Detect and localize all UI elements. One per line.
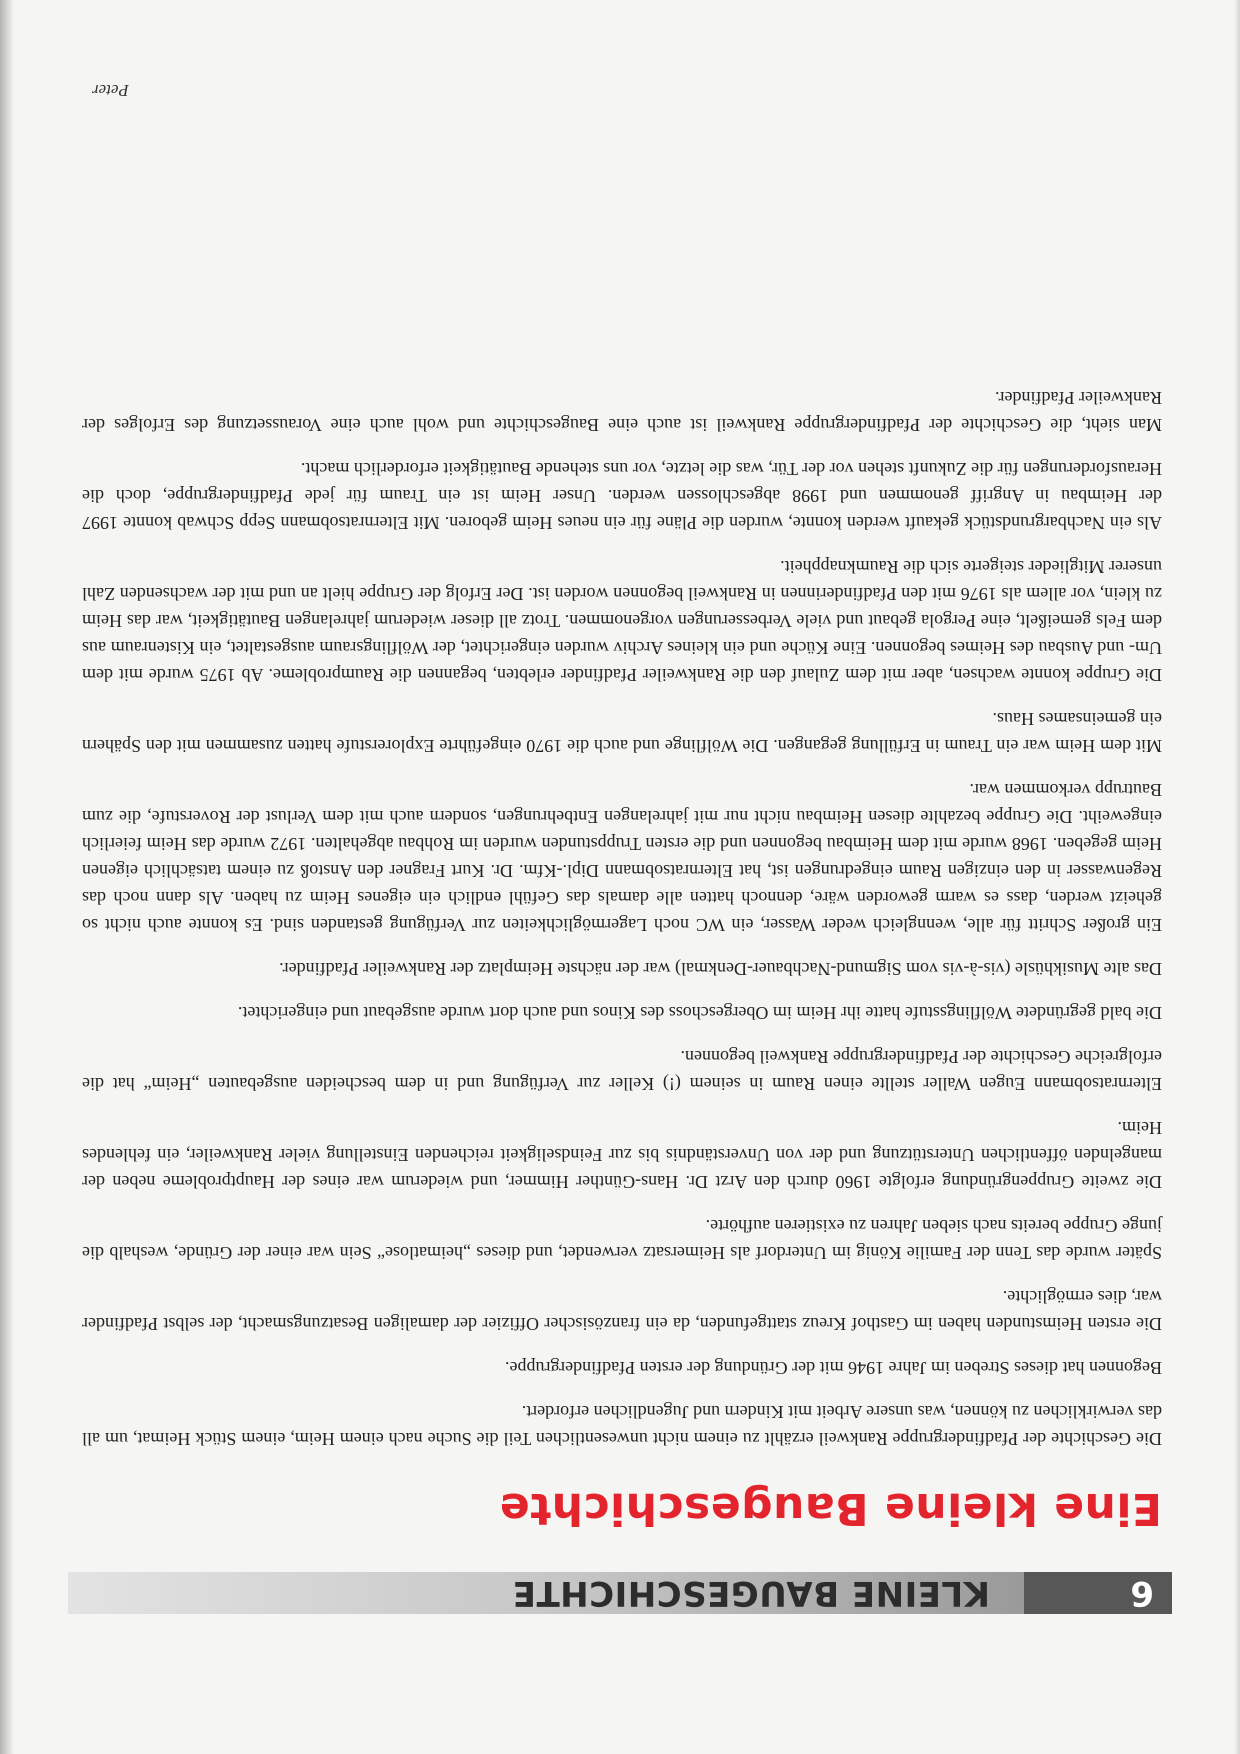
section-title: KLEINE BAUGESCHICHTE — [68, 1572, 1024, 1614]
paragraph: Als ein Nachbargrundstück gekauft werden konnte, wurden die Pläne für ein neues Heim geboren. Mit Elternratsobmann Sepp Schwab konnte 1997 der Heimbau in Angriff genommen und 1998 abgeschlossen werden. Unser Heim ist ein Traum für jede Pfadfindergruppe, doch die Herausforderungen für die Zukunft stehen vor der Tür, was die letzte, vor uns stehende Bautätigkeit erforderlich macht. — [82, 459, 1162, 533]
paragraph: Die bald gegründete Wölflingsstufe hatte ihr Heim im Obergeschoss des Kinos und auch dort wurde ausgebaut und eingerichtet. — [237, 1003, 1162, 1023]
paragraph: Die Gruppe konnte wachsen, aber mit dem Zulauf den die Rankweiler Pfadfinder erlebten, begannen die Raumprobleme. Ab 1975 wurde mit dem Um- und Ausbau des Heimes begonnen. Eine Küche und ein kleines Archiv wurden eingerichtet, der Wölflingsraum ausgestaltet, ein Kistenraum aus dem Fels gemeißelt, eine Pergola gebaut und viele Verbesserungen vorgenommen. Trotz all dieser wiederum jahrelangen Bautätigkeit, war das Heim zu klein, vor allem als 1976 mit den Pfadfinderinnen in Rankweil begonnen worden ist. Der Erfolg der Gruppe hielt an und mit der wachsenden Zahl unserer Mitglieder steigerte sich die Raumknappheit. — [82, 557, 1162, 685]
paragraph: Später wurde das Tenn der Familie König im Unterdorf als Heimersatz verwendet, und dieses „heimatlose“ Sein war einer der Gründe, weshalb die junge Gruppe bereits nach sieben Jahren zu existieren aufhörte. — [82, 1216, 1162, 1263]
section-header-bar — [68, 1572, 1172, 1614]
paragraph: Man sieht, die Geschichte der Pfadfindergruppe Rankweil ist auch eine Baugeschichte und wohl auch eine Voraussetzung des Erfolges der Rankweiler Pfadfinder. — [82, 388, 1162, 435]
paragraph: Mit dem Heim war ein Traum in Erfüllung gegangen. Die Wölflinge und auch die 1970 eingeführte Explorerstufe hatten zusammen mit den Spähern ein gemeinsames Haus. — [82, 709, 1162, 756]
paragraph: Begonnen hat dieses Streben im Jahre 1946 mit der Gründung der ersten Pfadfindergruppe. — [505, 1358, 1162, 1378]
page-number: 6 — [1024, 1572, 1172, 1614]
paragraph: Die ersten Heimstunden haben im Gasthof Kreuz stattgefunden, da ein französischer Offizier der damaligen Besatzungsmacht, der selbst Pfadfinder war, dies ermöglichte. — [82, 1287, 1162, 1334]
article-body — [82, 367, 1162, 1452]
article-title: Eine kleine Baugeschichte — [499, 1483, 1162, 1534]
paragraph: Elternratsobmann Eugen Waller stellte einen Raum in seinem (!) Keller zur Verfügung und in dem bescheiden ausgebauten „Heim“ hat die erfolgreiche Geschichte der Pfadfindergruppe Rankweil begonnen. — [82, 1047, 1162, 1094]
author-signature: Peter — [92, 81, 129, 100]
paragraph: Das alte Musikhüsle (vis-à-vis vom Sigmund-Nachbauer-Denkmal) war der nächste Heimplatz der Rankweiler Pfadfinder. — [279, 959, 1162, 979]
paragraph: Die zweite Gruppengründung erfolgte 1960 durch den Arzt Dr. Hans-Günther Himmer, und wiederum war eines der Hauptprobleme neben der mangelnden öffentlichen Unterstützung und der von Unverständnis bis zur Feindseligkeit reichenden Einstellung vieler Rankweiler, ein fehlendes Heim. — [82, 1118, 1162, 1192]
paragraph: Ein großer Schritt für alle, wenngleich weder Wasser, ein WC noch Lagermöglichkeiten zur Verfügung gestanden sind. Es konnte auch nicht so geheizt werden, dass es warm geworden wäre, dennoch hatten alle damals das Gefühl endlich ein eigenes Heim zu haben. Als dann noch das Regenwasser in den einzigen Raum eingedrungen ist, hat Elternratsobmann Dipl.-Kfm. Dr. Kurt Fragner den Anstoß zu einem tatsächlich eigenen Heim gegeben. 1968 wurde mit dem Heimbau begonnen und die ersten Truppstunden wurden im Rohbau abgehalten. 1972 wurde das Heim feierlich eingeweiht. Die Gruppe bezahlte diesen Heimbau nicht nur mit jahrelangen Entbehrungen, sondern auch mit dem Verlust der Roverstufe, die zum Bautrupp verkommen war. — [82, 780, 1162, 935]
paragraph: Die Geschichte der Pfadfindergruppe Rankweil erzählt zu einem nicht unwesentlichen Teil die Suche nach einem Heim, einem Stück Heimat, um all das verwirklichen zu können, was unsere Arbeit mit Kindern und Jugendlichen erfordert. — [82, 1402, 1162, 1449]
